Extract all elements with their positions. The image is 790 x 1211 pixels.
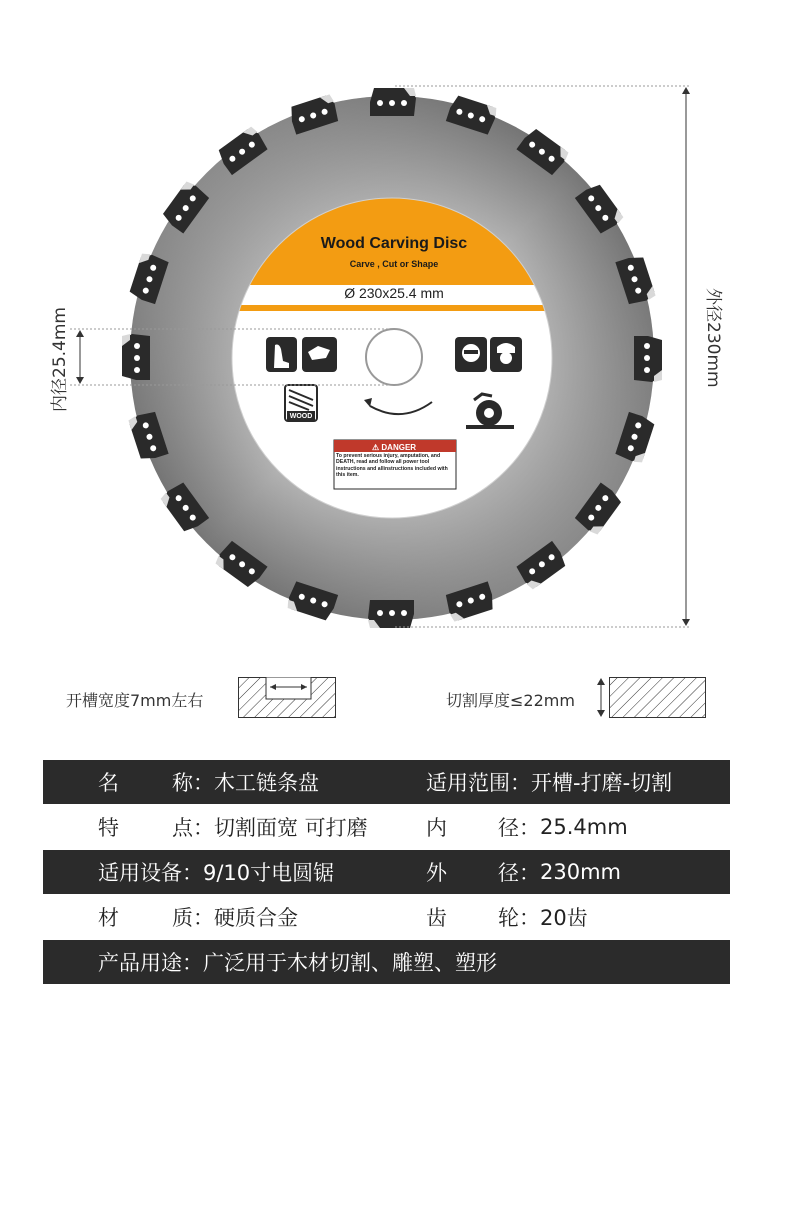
spec-row-2: 特 点 ： 切割面宽 可打磨 内 径 ： 25.4mm: [43, 805, 730, 849]
spec-usage-value: 开槽-打磨-切割: [531, 771, 673, 795]
disc-size: Ø 230x25.4 mm: [344, 285, 444, 301]
spec-row-4: 材 质 ： 硬质合金 齿 轮 ： 20齿: [43, 895, 730, 939]
disc-subtitle: Carve , Cut or Shape: [349, 259, 439, 269]
spec-material-value: 硬质合金: [214, 906, 298, 930]
danger-warning-box: [334, 440, 456, 489]
outer-diameter-label: 外径230mm: [703, 288, 723, 388]
spec-row-3: 适用设备 ： 9/10寸电圆锯 外 径 ： 230mm: [43, 850, 730, 894]
cut-thickness-label: 切割厚度≤22mm: [446, 691, 575, 710]
disc-title: Wood Carving Disc: [320, 235, 468, 252]
inner-diameter-label: 内径25.4mm: [50, 307, 70, 412]
disc-tooth: [634, 336, 662, 382]
disc-tooth: [368, 600, 414, 628]
svg-text:⚠ DANGER: ⚠ DANGER: [372, 443, 417, 452]
svg-text:WOOD: WOOD: [289, 413, 313, 420]
spec-name-value: 木工链条盘: [214, 771, 319, 795]
spec-outer-value: 230mm: [540, 860, 621, 884]
disc-tooth: [122, 334, 150, 380]
spec-row-1: 名 称 ： 木工链条盘 适用范围 ： 开槽-打磨-切割: [43, 760, 730, 804]
groove-width-label: 开槽宽度7mm左右: [66, 691, 204, 710]
spec-purpose-value: 广泛用于木材切割、雕塑、塑形: [203, 951, 497, 975]
spec-teeth-value: 20齿: [540, 906, 588, 930]
spec-row-5: 产品用途 ： 广泛用于木材切割、雕塑、塑形: [43, 940, 730, 984]
disc-tooth: [370, 88, 416, 116]
wood-badge-icon: [285, 385, 317, 421]
groove-diagram: [238, 677, 336, 718]
spec-equipment-value: 9/10寸电圆锯: [203, 861, 335, 885]
thickness-diagram: [595, 677, 707, 718]
arbor-hole: [366, 329, 422, 385]
danger-text: To prevent serious injury, amputation, and DEATH, read and follow all power tool instructions and allinstructions included with this item.: [336, 453, 448, 478]
spec-feature-value: 切割面宽 可打磨: [214, 816, 368, 840]
spec-inner-value: 25.4mm: [540, 815, 628, 839]
